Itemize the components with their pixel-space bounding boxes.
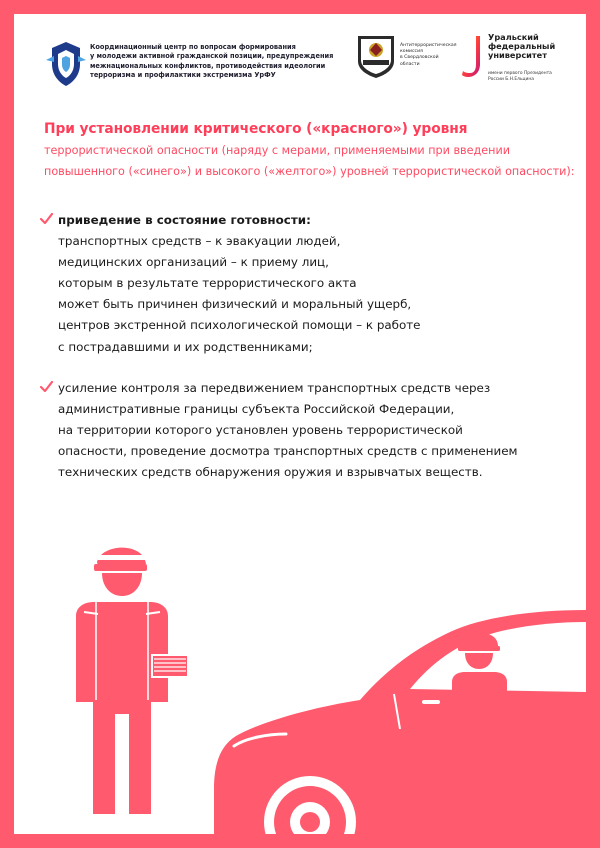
urfu-title: Уральский федеральный университет xyxy=(488,32,556,61)
measure-text: приведение в состояние готовности: транспортных средств – к эвакуации людей, медицинских организаций – к приему лиц, которым в результате террористического акта может быть причинен физический и моральный ущерб, центров экстренной психологической помощи – к работе с пострадавшими и их родственниками; xyxy=(58,213,421,354)
check-icon xyxy=(40,381,53,392)
urfu-logo-icon xyxy=(460,34,484,79)
coordination-center-logo-icon xyxy=(44,40,88,88)
check-icon xyxy=(40,213,53,224)
antiterror-commission-title: Антитеррористическая комиссия в Свердловской области xyxy=(400,43,457,67)
police-officer-icon xyxy=(76,548,188,814)
antiterror-emblem-icon xyxy=(355,33,397,79)
urfu-subtitle: имени первого Президента России Б.Н.Ельцина xyxy=(488,71,552,82)
poster-card xyxy=(14,14,586,834)
page-title: При установлении критического («красного») уровня xyxy=(44,121,468,137)
page-subtitle: террористической опасности (наряду с мерами, применяемыми при введении повышенного («синего») и высокого («желтого») уровней террористической опасности): xyxy=(44,144,575,178)
police-car-icon xyxy=(214,610,586,834)
illustration xyxy=(14,524,586,834)
coordination-center-title: Координационный центр по вопросам формирования у молодежи активной гражданской позиции, предупреждения межнациональных конфликтов, противодействия идеологии терроризма и профилактики экстремизма УрФУ xyxy=(90,43,334,80)
measure-text: усиление контроля за передвижением транспортных средств через административные границы субъекта Российской Федерации, на территории которого установлен уровень террористической опасности, проведение досмотра транспортных средств с применением технических средств обнаружения оружия и взрывчатых веществ. xyxy=(58,381,518,480)
